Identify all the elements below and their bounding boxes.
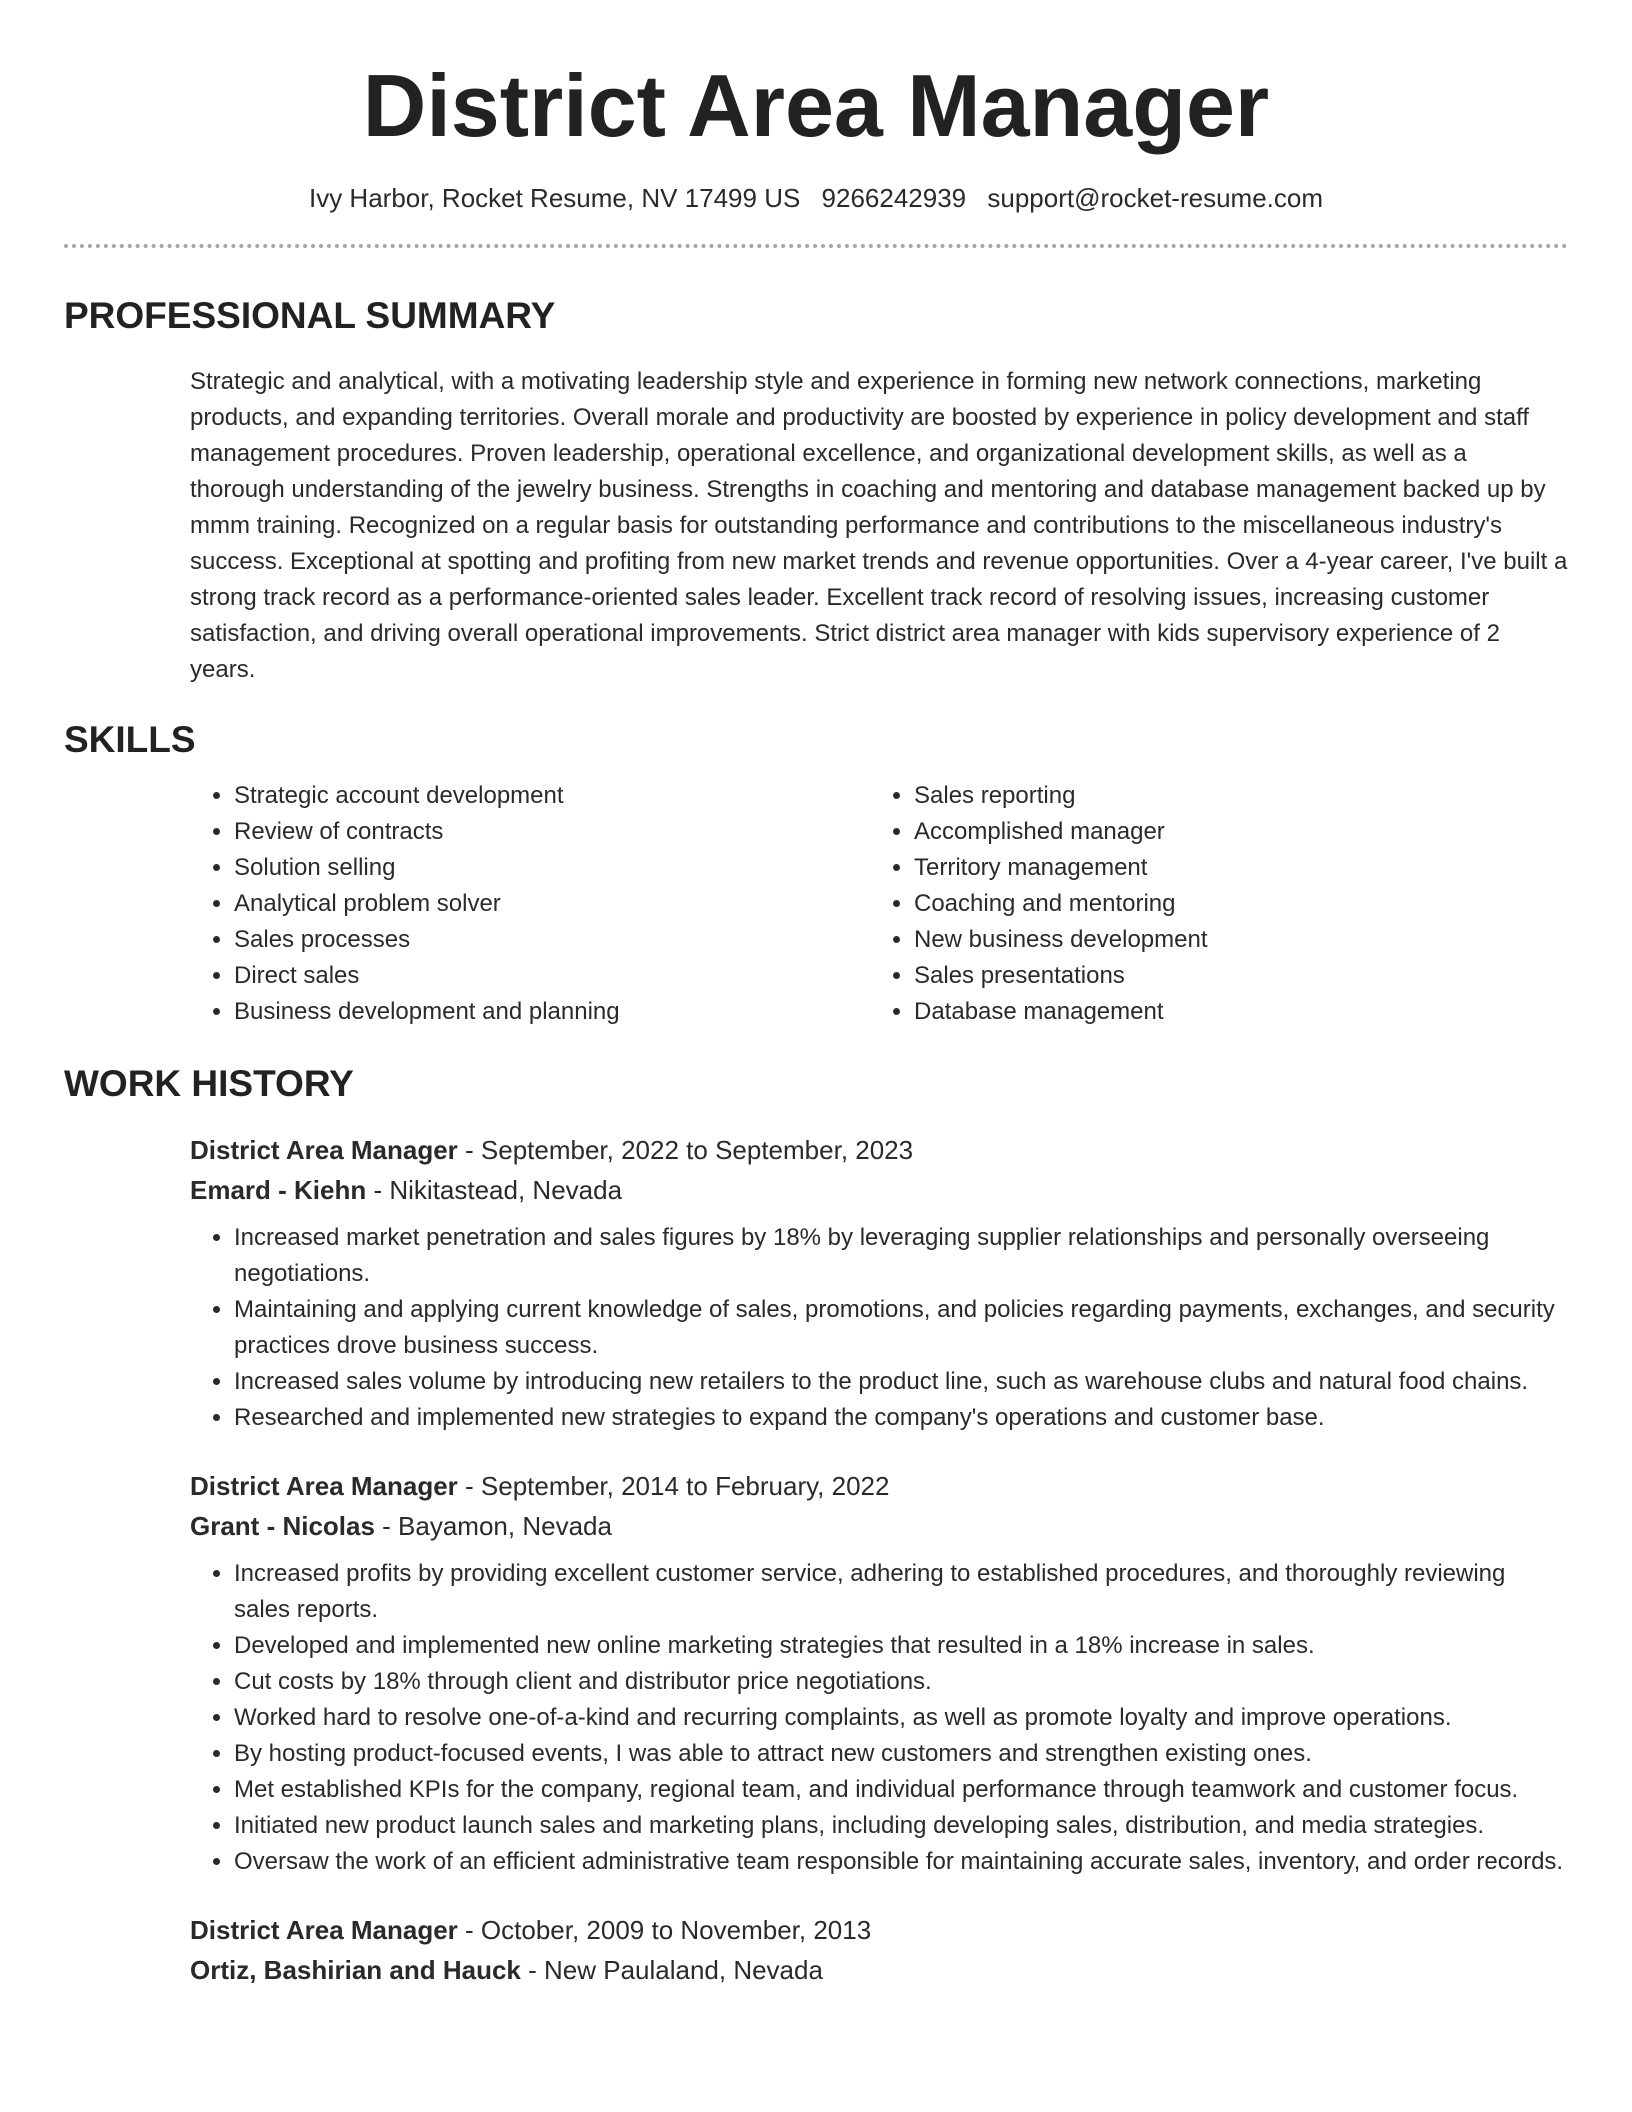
job-company-line: Emard - Kiehn - Nikitastead, Nevada	[190, 1175, 623, 1205]
skill-item: • Analytical problem solver	[234, 886, 870, 922]
contact-line	[64, 182, 1568, 214]
duty-item: • Increased profits by providing excellent customer service, adhering to established procedures, and thoroughly reviewing sales reports.	[234, 1556, 1568, 1628]
skills-column-right	[870, 778, 1208, 1030]
job-company-line: Ortiz, Bashirian and Hauck - New Paulaland, Nevada	[190, 1955, 823, 1985]
job-duties	[190, 1220, 1568, 1436]
duty-item: • Initiated new product launch sales and marketing plans, including developing sales, distribution, and media strategies.	[234, 1808, 1568, 1844]
job-entry	[190, 1130, 1568, 1436]
job-entry	[190, 1466, 1568, 1880]
skill-item: • Direct sales	[234, 958, 870, 994]
job-dates: September, 2022 to September, 2023	[480, 1135, 914, 1165]
work-history-heading: WORK HISTORY	[64, 1063, 354, 1104]
job-title-line: District Area Manager - October, 2009 to November, 2013	[190, 1915, 872, 1945]
resume-name: District Area Manager	[362, 56, 1270, 155]
duty-item: • Met established KPIs for the company, regional team, and individual performance through teamwork and customer focus.	[234, 1772, 1568, 1808]
job-location: Nikitastead, Nevada	[389, 1175, 623, 1205]
job-entry	[190, 1910, 1568, 1990]
duty-item: • By hosting product-focused events, I was able to attract new customers and strengthen existing ones.	[234, 1736, 1568, 1772]
job-location: New Paulaland, Nevada	[543, 1955, 823, 1985]
skill-item: • Sales reporting	[914, 778, 1208, 814]
skill-item: • Sales processes	[234, 922, 870, 958]
skill-item: • Database management	[914, 994, 1208, 1030]
job-title: District Area Manager	[190, 1915, 458, 1945]
duty-item: • Increased market penetration and sales figures by 18% by leveraging supplier relationships and personally overseeing negotiations.	[234, 1220, 1568, 1292]
job-location: Bayamon, Nevada	[398, 1511, 612, 1541]
duty-item: • Increased sales volume by introducing new retailers to the product line, such as warehouse clubs and natural food chains.	[234, 1364, 1568, 1400]
job-company-line: Grant - Nicolas - Bayamon, Nevada	[190, 1511, 612, 1541]
job-title-line: District Area Manager - September, 2014 to February, 2022	[190, 1471, 890, 1501]
skill-item: • Coaching and mentoring	[914, 886, 1208, 922]
summary-text: Strategic and analytical, with a motivating leadership style and experience in forming new network connections, marketing products, and expanding territories. Overall morale and productivity are boosted by experience in policy development and staff management procedures. Proven leadership, operational excellence, and organizational development skills, as well as a thorough understanding of the jewelry business. Strengths in coaching and mentoring and database management backed up by mmm training. Recognized on a regular basis for outstanding performance and contributions to the miscellaneous industry's success. Exceptional at spotting and profiting from new market trends and revenue opportunities. Over a 4-year career, I've built a strong track record as a performance-oriented sales leader. Excellent track record of resolving issues, increasing customer satisfaction, and driving overall operational improvements. Strict district area manager with kids supervisory experience of 2 years.	[190, 368, 1568, 683]
job-company: Emard - Kiehn	[190, 1175, 367, 1205]
job-title: District Area Manager	[190, 1471, 458, 1501]
skill-item: • New business development	[914, 922, 1208, 958]
contact-email[interactable]: support@rocket-resume.com	[987, 183, 1324, 213]
summary-heading: PROFESSIONAL SUMMARY	[64, 295, 556, 336]
header-divider	[64, 244, 1568, 248]
job-dates: October, 2009 to November, 2013	[480, 1915, 872, 1945]
skill-item: • Territory management	[914, 850, 1208, 886]
contact-address: Ivy Harbor, Rocket Resume, NV 17499 US	[308, 183, 801, 213]
skills-list	[190, 778, 1568, 1030]
skills-column-left	[190, 778, 870, 1030]
duty-item: • Developed and implemented new online marketing strategies that resulted in a 18% increase in sales.	[234, 1628, 1568, 1664]
skill-item: • Strategic account development	[234, 778, 870, 814]
duty-item: • Researched and implemented new strategies to expand the company's operations and customer base.	[234, 1400, 1568, 1436]
job-company: Ortiz, Bashirian and Hauck	[190, 1955, 521, 1985]
contact-phone: 9266242939	[821, 183, 967, 213]
skill-item: • Sales presentations	[914, 958, 1208, 994]
job-dates: September, 2014 to February, 2022	[480, 1471, 890, 1501]
skill-item: • Solution selling	[234, 850, 870, 886]
duty-item: • Worked hard to resolve one-of-a-kind and recurring complaints, as well as promote loyalty and improve operations.	[234, 1700, 1568, 1736]
job-title-line: District Area Manager - September, 2022 to September, 2023	[190, 1135, 914, 1165]
duty-item: • Maintaining and applying current knowledge of sales, promotions, and policies regarding payments, exchanges, and security practices drove business success.	[234, 1292, 1568, 1364]
job-duties	[190, 1556, 1568, 1880]
skill-item: • Review of contracts	[234, 814, 870, 850]
skills-heading: SKILLS	[64, 719, 196, 760]
skill-item: • Business development and planning	[234, 994, 870, 1030]
job-company: Grant - Nicolas	[190, 1511, 375, 1541]
duty-item: • Oversaw the work of an efficient administrative team responsible for maintaining accurate sales, inventory, and order records.	[234, 1844, 1568, 1880]
job-title: District Area Manager	[190, 1135, 458, 1165]
duty-item: • Cut costs by 18% through client and distributor price negotiations.	[234, 1664, 1568, 1700]
skill-item: • Accomplished manager	[914, 814, 1208, 850]
